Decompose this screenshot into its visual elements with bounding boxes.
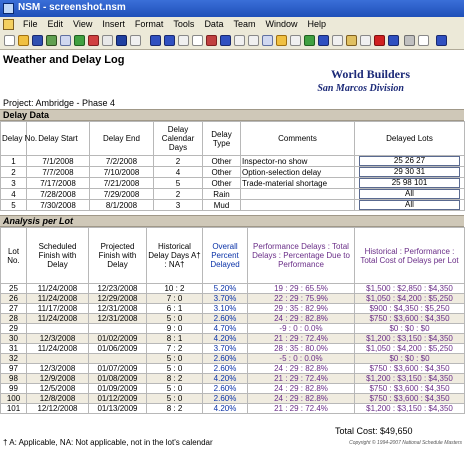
delay-cell[interactable]: Inspector-no show xyxy=(241,156,355,167)
line-icon[interactable] xyxy=(164,35,175,46)
analysis-cell: 01/13/2009 xyxy=(89,404,147,414)
analysis-cell: 2.60% xyxy=(203,314,248,324)
delay-cell[interactable]: 2 xyxy=(1,167,27,178)
col-cost-of-delays: Historical : Performance : Total Cost of Delays per Lot xyxy=(355,228,465,284)
analysis-cell: $750 : $3,600 : $4,350 xyxy=(355,364,465,374)
delay-cell[interactable]: Trade-material shortage xyxy=(241,178,355,189)
report-title: Weather and Delay Log xyxy=(3,54,125,66)
menu-bar xyxy=(0,17,464,32)
delay-cell[interactable]: 7/28/2008 xyxy=(27,189,90,200)
open-folder-icon[interactable] xyxy=(18,35,29,46)
delay-cell[interactable] xyxy=(355,189,465,200)
print-preview-icon[interactable] xyxy=(418,35,429,46)
analysis-cell: 24 : 29 : 82.8% xyxy=(248,394,355,404)
select-icon[interactable] xyxy=(116,35,127,46)
analysis-cell: $1,050 : $4,200 : $5,250 xyxy=(355,294,465,304)
undo-icon[interactable] xyxy=(290,35,301,46)
app-icon xyxy=(3,3,14,14)
analysis-cell: $0 : $0 : $0 xyxy=(355,324,465,334)
col-overall-percent: Overall Percent Delayed xyxy=(203,228,248,284)
analysis-cell xyxy=(27,324,89,334)
delay-cell[interactable]: 7/29/2008 xyxy=(90,189,154,200)
grid-icon[interactable] xyxy=(102,35,113,46)
analysis-cell xyxy=(89,324,147,334)
analysis-cell: 01/07/2009 xyxy=(89,364,147,374)
analysis-cell: 12/8/2008 xyxy=(27,394,89,404)
analysis-row xyxy=(1,284,465,294)
analysis-cell: 30 xyxy=(1,334,27,344)
footnote: † A: Applicable, NA: Not applicable, not in the lot's calendar xyxy=(3,438,213,447)
analysis-cell: 7 : 0 xyxy=(147,294,203,304)
project-label: Project: Ambridge - Phase 4 xyxy=(3,98,116,108)
delay-cell[interactable]: Other xyxy=(203,178,241,189)
delay-row[interactable] xyxy=(1,200,465,211)
analysis-cell: 5 : 0 xyxy=(147,314,203,324)
delay-cell[interactable]: 7/10/2008 xyxy=(90,167,154,178)
analysis-cell: $1,200 : $3,150 : $4,350 xyxy=(355,334,465,344)
company-name: World Builders xyxy=(330,67,410,81)
analysis-cell: 11/24/2008 xyxy=(27,314,89,324)
col-projected-finish: Projected Finish with Delay xyxy=(89,228,147,284)
menu-team[interactable]: Team xyxy=(233,19,256,29)
total-cost: Total Cost: $49,650 xyxy=(335,426,413,436)
tree-icon[interactable] xyxy=(46,35,57,46)
analysis-cell: 28 xyxy=(1,314,27,324)
delay-cell[interactable]: Option-selection delay xyxy=(241,167,355,178)
analysis-cell: 21 : 29 : 72.4% xyxy=(248,404,355,414)
analysis-cell: 21 : 29 : 72.4% xyxy=(248,374,355,384)
delayed-lots-field[interactable]: 25 98 101 xyxy=(359,178,459,188)
insert-row-icon[interactable] xyxy=(304,35,315,46)
format-icon[interactable] xyxy=(360,35,371,46)
analysis-cell: 5 : 0 xyxy=(147,354,203,364)
insert-column-icon[interactable] xyxy=(318,35,329,46)
analysis-cell: 5 : 0 xyxy=(147,384,203,394)
analysis-cell: 26 xyxy=(1,294,27,304)
document-list-icon[interactable] xyxy=(60,35,71,46)
delay-cell[interactable]: 4 xyxy=(154,167,203,178)
analysis-cell: 12/29/2008 xyxy=(89,294,147,304)
print-icon[interactable] xyxy=(404,35,415,46)
delay-cell[interactable]: 4 xyxy=(1,189,27,200)
delayed-lots-field[interactable]: 25 26 27 xyxy=(359,156,459,166)
analysis-cell: 12/3/2008 xyxy=(27,364,89,374)
col-delay-start: Delay Start xyxy=(27,122,90,156)
analysis-cell: 12/31/2008 xyxy=(89,314,147,324)
color-icon[interactable] xyxy=(88,35,99,46)
analysis-cell: 12/12/2008 xyxy=(27,404,89,414)
analysis-cell: 101 xyxy=(1,404,27,414)
delay-row[interactable] xyxy=(1,167,465,178)
menu-format[interactable]: Format xyxy=(134,19,164,29)
delay-cell[interactable] xyxy=(355,167,465,178)
analysis-row xyxy=(1,404,465,414)
analysis-row xyxy=(1,384,465,394)
analysis-row xyxy=(1,294,465,304)
analysis-cell: $900 : $4,350 : $5,250 xyxy=(355,304,465,314)
copy-icon[interactable] xyxy=(262,35,273,46)
analysis-cell: 6 : 1 xyxy=(147,304,203,314)
col-lot-no: Lot No. xyxy=(1,228,27,284)
flag-icon[interactable] xyxy=(74,35,85,46)
delay-cell[interactable]: Rain xyxy=(203,189,241,200)
analysis-cell: 97 xyxy=(1,364,27,374)
analysis-cell: 01/02/2009 xyxy=(89,334,147,344)
analysis-cell: $750 : $3,600 : $4,350 xyxy=(355,394,465,404)
rectangle-icon[interactable] xyxy=(178,35,189,46)
menu-window[interactable]: Window xyxy=(265,19,298,29)
analysis-cell: 2.60% xyxy=(203,364,248,374)
analysis-row xyxy=(1,314,465,324)
analysis-cell: 4.70% xyxy=(203,324,248,334)
analysis-cell: 12/9/2008 xyxy=(27,374,89,384)
analysis-row xyxy=(1,374,465,384)
delay-data-table xyxy=(0,121,465,211)
analysis-cell: 2.60% xyxy=(203,384,248,394)
delay-cell[interactable]: 7/7/2008 xyxy=(27,167,90,178)
document-icon[interactable] xyxy=(3,19,14,30)
pencil-icon[interactable] xyxy=(150,35,161,46)
analysis-cell: -9 : 0 : 0.0% xyxy=(248,324,355,334)
analysis-cell: 3.70% xyxy=(203,344,248,354)
analysis-cell: 29 xyxy=(1,324,27,334)
analysis-cell: 5 : 0 xyxy=(147,364,203,374)
new-file-icon[interactable] xyxy=(4,35,15,46)
analysis-cell: 01/08/2009 xyxy=(89,374,147,384)
analysis-cell: 29 : 35 : 82.9% xyxy=(248,304,355,314)
paste-icon[interactable] xyxy=(276,35,287,46)
table-icon[interactable] xyxy=(130,35,141,46)
analysis-cell: $750 : $3,600 : $4,350 xyxy=(355,314,465,324)
analysis-cell: 99 xyxy=(1,384,27,394)
analysis-cell: $1,500 : $2,850 : $4,350 xyxy=(355,284,465,294)
analysis-cell: 11/24/2008 xyxy=(27,344,89,354)
delay-cell[interactable]: 7/17/2008 xyxy=(27,178,90,189)
delay-cell[interactable] xyxy=(355,200,465,211)
delayed-lots-field[interactable]: All xyxy=(359,189,459,199)
delay-cell[interactable]: Other xyxy=(203,167,241,178)
delay-data-section-header: Delay Data xyxy=(0,109,464,121)
delay-cell[interactable]: Other xyxy=(203,156,241,167)
analysis-cell: 31 xyxy=(1,344,27,354)
delay-cell[interactable]: 5 xyxy=(1,200,27,211)
analysis-cell: 24 : 29 : 82.8% xyxy=(248,384,355,394)
analysis-row xyxy=(1,394,465,404)
analysis-cell: 24 : 29 : 82.8% xyxy=(248,364,355,374)
delay-row[interactable] xyxy=(1,156,465,167)
analysis-cell: 12/3/2008 xyxy=(27,334,89,344)
delay-cell[interactable]: 7/30/2008 xyxy=(27,200,90,211)
menu-help[interactable]: Help xyxy=(307,19,326,29)
delay-cell[interactable]: 7/2/2008 xyxy=(90,156,154,167)
help-icon[interactable] xyxy=(436,35,447,46)
cut-icon[interactable] xyxy=(248,35,259,46)
analysis-cell: $1,200 : $3,150 : $4,350 xyxy=(355,374,465,384)
menu-insert[interactable]: Insert xyxy=(102,19,125,29)
analysis-cell: 5 : 0 xyxy=(147,394,203,404)
analysis-cell: $1,050 : $4,200 : $5,250 xyxy=(355,344,465,354)
analysis-cell: 98 xyxy=(1,374,27,384)
col-historical-delay-days: Historical Delay Days A† : NA† xyxy=(147,228,203,284)
analysis-cell: 100 xyxy=(1,394,27,404)
delay-cell[interactable] xyxy=(355,156,465,167)
delay-cell[interactable]: 3 xyxy=(1,178,27,189)
copyright: Copyright © 1994-2007 National Schedule Masters xyxy=(349,440,462,446)
menu-view[interactable]: View xyxy=(73,19,93,29)
analysis-cell: 11/24/2008 xyxy=(27,294,89,304)
delay-cell[interactable] xyxy=(241,189,355,200)
window-title: NSM - screenshot.nsm xyxy=(18,2,126,13)
col-scheduled-finish: Scheduled Finish with Delay xyxy=(27,228,89,284)
analysis-cell: 12/31/2008 xyxy=(89,304,147,314)
analysis-cell: 01/12/2009 xyxy=(89,394,147,404)
analysis-cell: 21 : 29 : 72.4% xyxy=(248,334,355,344)
delay-cell[interactable]: Mud xyxy=(203,200,241,211)
col-delayed-lots: Delayed Lots xyxy=(355,122,465,156)
analysis-cell: $0 : $0 : $0 xyxy=(355,354,465,364)
check-icon[interactable] xyxy=(206,35,217,46)
text-icon[interactable] xyxy=(234,35,245,46)
analysis-cell: 4.20% xyxy=(203,374,248,384)
report-area xyxy=(0,50,464,450)
analysis-cell: $1,200 : $3,150 : $4,350 xyxy=(355,404,465,414)
analysis-row xyxy=(1,334,465,344)
analysis-cell xyxy=(89,354,147,364)
delay-cell[interactable]: 2 xyxy=(154,189,203,200)
menu-file[interactable]: File xyxy=(23,19,38,29)
analysis-row xyxy=(1,344,465,354)
delay-row[interactable] xyxy=(1,178,465,189)
col-delay-type: Delay Type xyxy=(203,122,241,156)
analysis-table xyxy=(0,227,465,414)
delay-cell[interactable]: 5 xyxy=(154,178,203,189)
delay-row[interactable] xyxy=(1,189,465,200)
analysis-cell: 2.60% xyxy=(203,354,248,364)
col-performance-delays: Performance Delays : Total Delays : Percentage Due to Performance xyxy=(248,228,355,284)
analysis-cell: 24 : 29 : 82.8% xyxy=(248,314,355,324)
filter-icon[interactable] xyxy=(346,35,357,46)
analysis-row xyxy=(1,324,465,334)
menu-data[interactable]: Data xyxy=(204,19,224,29)
analysis-cell: -5 : 0 : 0.0% xyxy=(248,354,355,364)
analysis-cell xyxy=(27,354,89,364)
delayed-lots-field[interactable]: All xyxy=(359,200,459,210)
col-delay-end: Delay End xyxy=(90,122,154,156)
delay-cell[interactable]: 2 xyxy=(154,156,203,167)
delay-cell[interactable] xyxy=(241,200,355,211)
menu-edit[interactable]: Edit xyxy=(47,19,64,29)
delayed-lots-field[interactable]: 29 30 31 xyxy=(359,167,459,177)
analysis-cell: 12/5/2008 xyxy=(27,384,89,394)
col-comments: Comments xyxy=(241,122,355,156)
col-calendar-days: Delay Calendar Days xyxy=(154,122,203,156)
analysis-cell: 8 : 1 xyxy=(147,334,203,344)
delete-icon[interactable] xyxy=(374,35,385,46)
analysis-cell: 11/17/2008 xyxy=(27,304,89,314)
delay-cell[interactable]: 1 xyxy=(1,156,27,167)
analysis-section-header: Analysis per Lot xyxy=(0,215,464,227)
analysis-cell: 11/24/2008 xyxy=(27,284,89,294)
delay-cell[interactable]: 3 xyxy=(154,200,203,211)
analysis-cell: 27 xyxy=(1,304,27,314)
title-bar xyxy=(0,0,464,17)
analysis-cell: 7 : 2 xyxy=(147,344,203,354)
analysis-cell: 2.60% xyxy=(203,394,248,404)
delay-cell[interactable]: 7/1/2008 xyxy=(27,156,90,167)
analysis-row xyxy=(1,304,465,314)
analysis-row xyxy=(1,354,465,364)
analysis-cell: 32 xyxy=(1,354,27,364)
delay-cell[interactable] xyxy=(355,178,465,189)
analysis-cell: 8 : 2 xyxy=(147,404,203,414)
analysis-cell: 28 : 35 : 80.0% xyxy=(248,344,355,354)
analysis-cell: 4.20% xyxy=(203,404,248,414)
analysis-cell: 01/09/2009 xyxy=(89,384,147,394)
menu-tools[interactable]: Tools xyxy=(173,19,195,29)
analysis-cell: 12/23/2008 xyxy=(89,284,147,294)
analysis-cell: 3.10% xyxy=(203,304,248,314)
analysis-cell: 22 : 29 : 75.9% xyxy=(248,294,355,304)
sort-icon[interactable] xyxy=(332,35,343,46)
delay-cell[interactable]: 7/21/2008 xyxy=(90,178,154,189)
division-name: San Marcos Division xyxy=(317,83,404,94)
analysis-cell: 5.20% xyxy=(203,284,248,294)
arrow-icon[interactable] xyxy=(220,35,231,46)
col-delay-no: Delay No. xyxy=(1,122,27,156)
analysis-cell: 8 : 2 xyxy=(147,374,203,384)
analysis-cell: 3.70% xyxy=(203,294,248,304)
analysis-cell: 4.20% xyxy=(203,334,248,344)
delay-cell[interactable]: 8/1/2008 xyxy=(90,200,154,211)
toolbar xyxy=(0,32,464,50)
analysis-row xyxy=(1,364,465,374)
analysis-cell: 25 xyxy=(1,284,27,294)
analysis-cell: 19 : 29 : 65.5% xyxy=(248,284,355,294)
page-icon[interactable] xyxy=(192,35,203,46)
link-icon[interactable] xyxy=(388,35,399,46)
save-icon[interactable] xyxy=(32,35,43,46)
analysis-cell: 01/06/2009 xyxy=(89,344,147,354)
analysis-cell: 10 : 2 xyxy=(147,284,203,294)
analysis-cell: 9 : 0 xyxy=(147,324,203,334)
analysis-cell: $750 : $3,600 : $4,350 xyxy=(355,384,465,394)
